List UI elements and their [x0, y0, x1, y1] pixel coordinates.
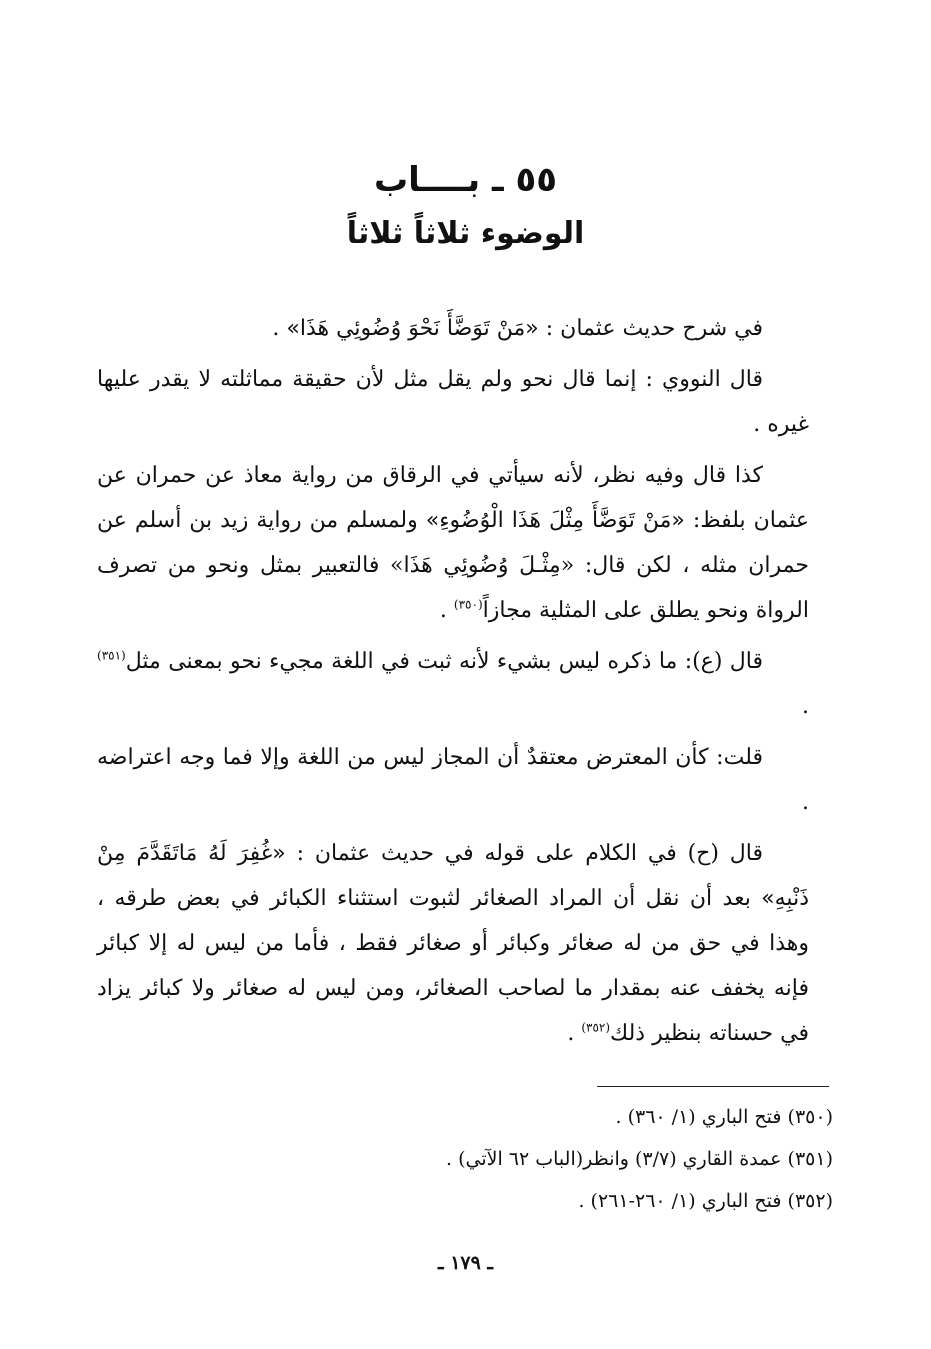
paragraph-text: ولمسلم من رواية زيد بن أسلم عن حمران مثله ، لكن قال: «مِثْـلَ وُضُوئِي هَذَا» فالتعبير بمثل ونحو من تصرف الرواة ونحو يطلق على المثلية مجازاً — [97, 508, 809, 623]
paragraph-text: . — [272, 316, 287, 341]
hadith-quote: «مَنْ تَوَضَّأَ مِثْلَ هَذَا الْوُضُوءِ» — [425, 508, 685, 533]
paragraph-text: قلت: كأن المعترض معتقدٌ أن المجاز ليس من اللغة وإلا فما وجه اعتراضه . — [97, 745, 809, 815]
footnote: (٣٥١) عمدة القاري (٣/٧) وانظر(الباب ٦٢ الآتي) . — [446, 1148, 833, 1170]
paragraph-text: قال النووي : إنما قال نحو ولم يقل مثل لأن حقيقة مماثلته لا يقدر عليها غيره . — [97, 367, 809, 437]
paragraph: قال (ع): ما ذكره ليس بشيء لأنه ثبت في اللغة مجيء نحو بمعنى مثل$^{(٣٥١)}$ . — [97, 648, 809, 719]
hadith-quote: «مَنْ تَوَضَّأَ نَحْوَ وُضُوئِي هَذَا» — [286, 316, 539, 341]
paragraph-text: قال (ح) في الكلام على قوله في حديث عثمان : — [285, 841, 763, 866]
chapter-number: ٥٥ ـ بــــاب — [374, 160, 557, 200]
footnotes — [113, 1096, 833, 1222]
paragraph-text: كذا قال وفيه نظر، لأنه سيأتي في الرقاق من رواية معاذ عن حمران عن عثمان بلفظ: — [97, 463, 809, 533]
paragraph: قال (ح) في الكلام على قوله في حديث عثمان : «غُفِرَ لَهُ مَاتَقَدَّمَ مِنْ ذَنْبِهِ» بعد أن نقل أن المراد الصغائر لثبوت استثناء الكبائر في بعض طرقه ، وهذا في حق من له صغائر وكبائر أو صغائر فقط ، فأما من ليس له إلا كبائر فإنه يخفف عنه بمقدار ما لصاحب الصغائر، ومن ليس له صغائر ولا كبائر يزاد في حسناته بنظير ذلك$^{(٣٥٢)}$ . — [97, 841, 809, 1046]
footnote-reference: (٣٥١) — [97, 648, 126, 663]
footnote-divider — [597, 1086, 829, 1087]
paragraph: كذا قال وفيه نظر، لأنه سيأتي في الرقاق من رواية معاذ عن حمران عن عثمان بلفظ: «مَنْ تَوَضَّأَ مِثْلَ هَذَا الْوُضُوءِ» ولمسلم من رواية زيد بن أسلم عن حمران مثله ، لكن قال: «مِثْـلَ وُضُوئِي هَذَا» فالتعبير بمثل ونحو من تصرف الرواة ونحو يطلق على المثلية مجازاً$^{(٣٥٠)}$ . — [97, 463, 809, 623]
paragraph-text: بعد أن نقل أن المراد الصغائر لثبوت استثناء الكبائر في بعض طرقه ، وهذا في حق من له صغائر وكبائر أو صغائر فقط ، فأما من ليس له إلا كبائر فإنه يخفف عنه بمقدار ما لصاحب الصغائر، ومن ليس له صغائر ولا كبائر يزاد في حسناته بنظير ذلك — [97, 886, 809, 1046]
hadith-quote: «غُفِرَ لَهُ مَاتَقَدَّمَ مِنْ ذَنْبِهِ» — [97, 841, 809, 911]
body-text — [97, 306, 809, 1062]
paragraph — [97, 306, 809, 351]
footnote: (٣٥٢) فتح الباري (١/ ٢٦٠-٢٦١) . — [578, 1190, 833, 1212]
page-number: ـ ١٧٩ ـ — [438, 1252, 493, 1274]
footnote: (٣٥٠) فتح الباري (١/ ٣٦٠) . — [615, 1106, 833, 1128]
footnote-reference: (٣٥٢) — [581, 1020, 611, 1035]
chapter-title: الوضوء ثلاثاً ثلاثاً — [346, 216, 585, 251]
footnote-reference: (٣٥٠) — [453, 597, 483, 612]
paragraph-text: في شرح حديث عثمان : — [538, 316, 763, 341]
paragraph — [97, 735, 809, 825]
paragraph-text: قال (ع): ما ذكره ليس بشيء لأنه ثبت في اللغة مجيء نحو بمعنى مثل — [125, 649, 763, 674]
paragraph — [97, 357, 809, 447]
